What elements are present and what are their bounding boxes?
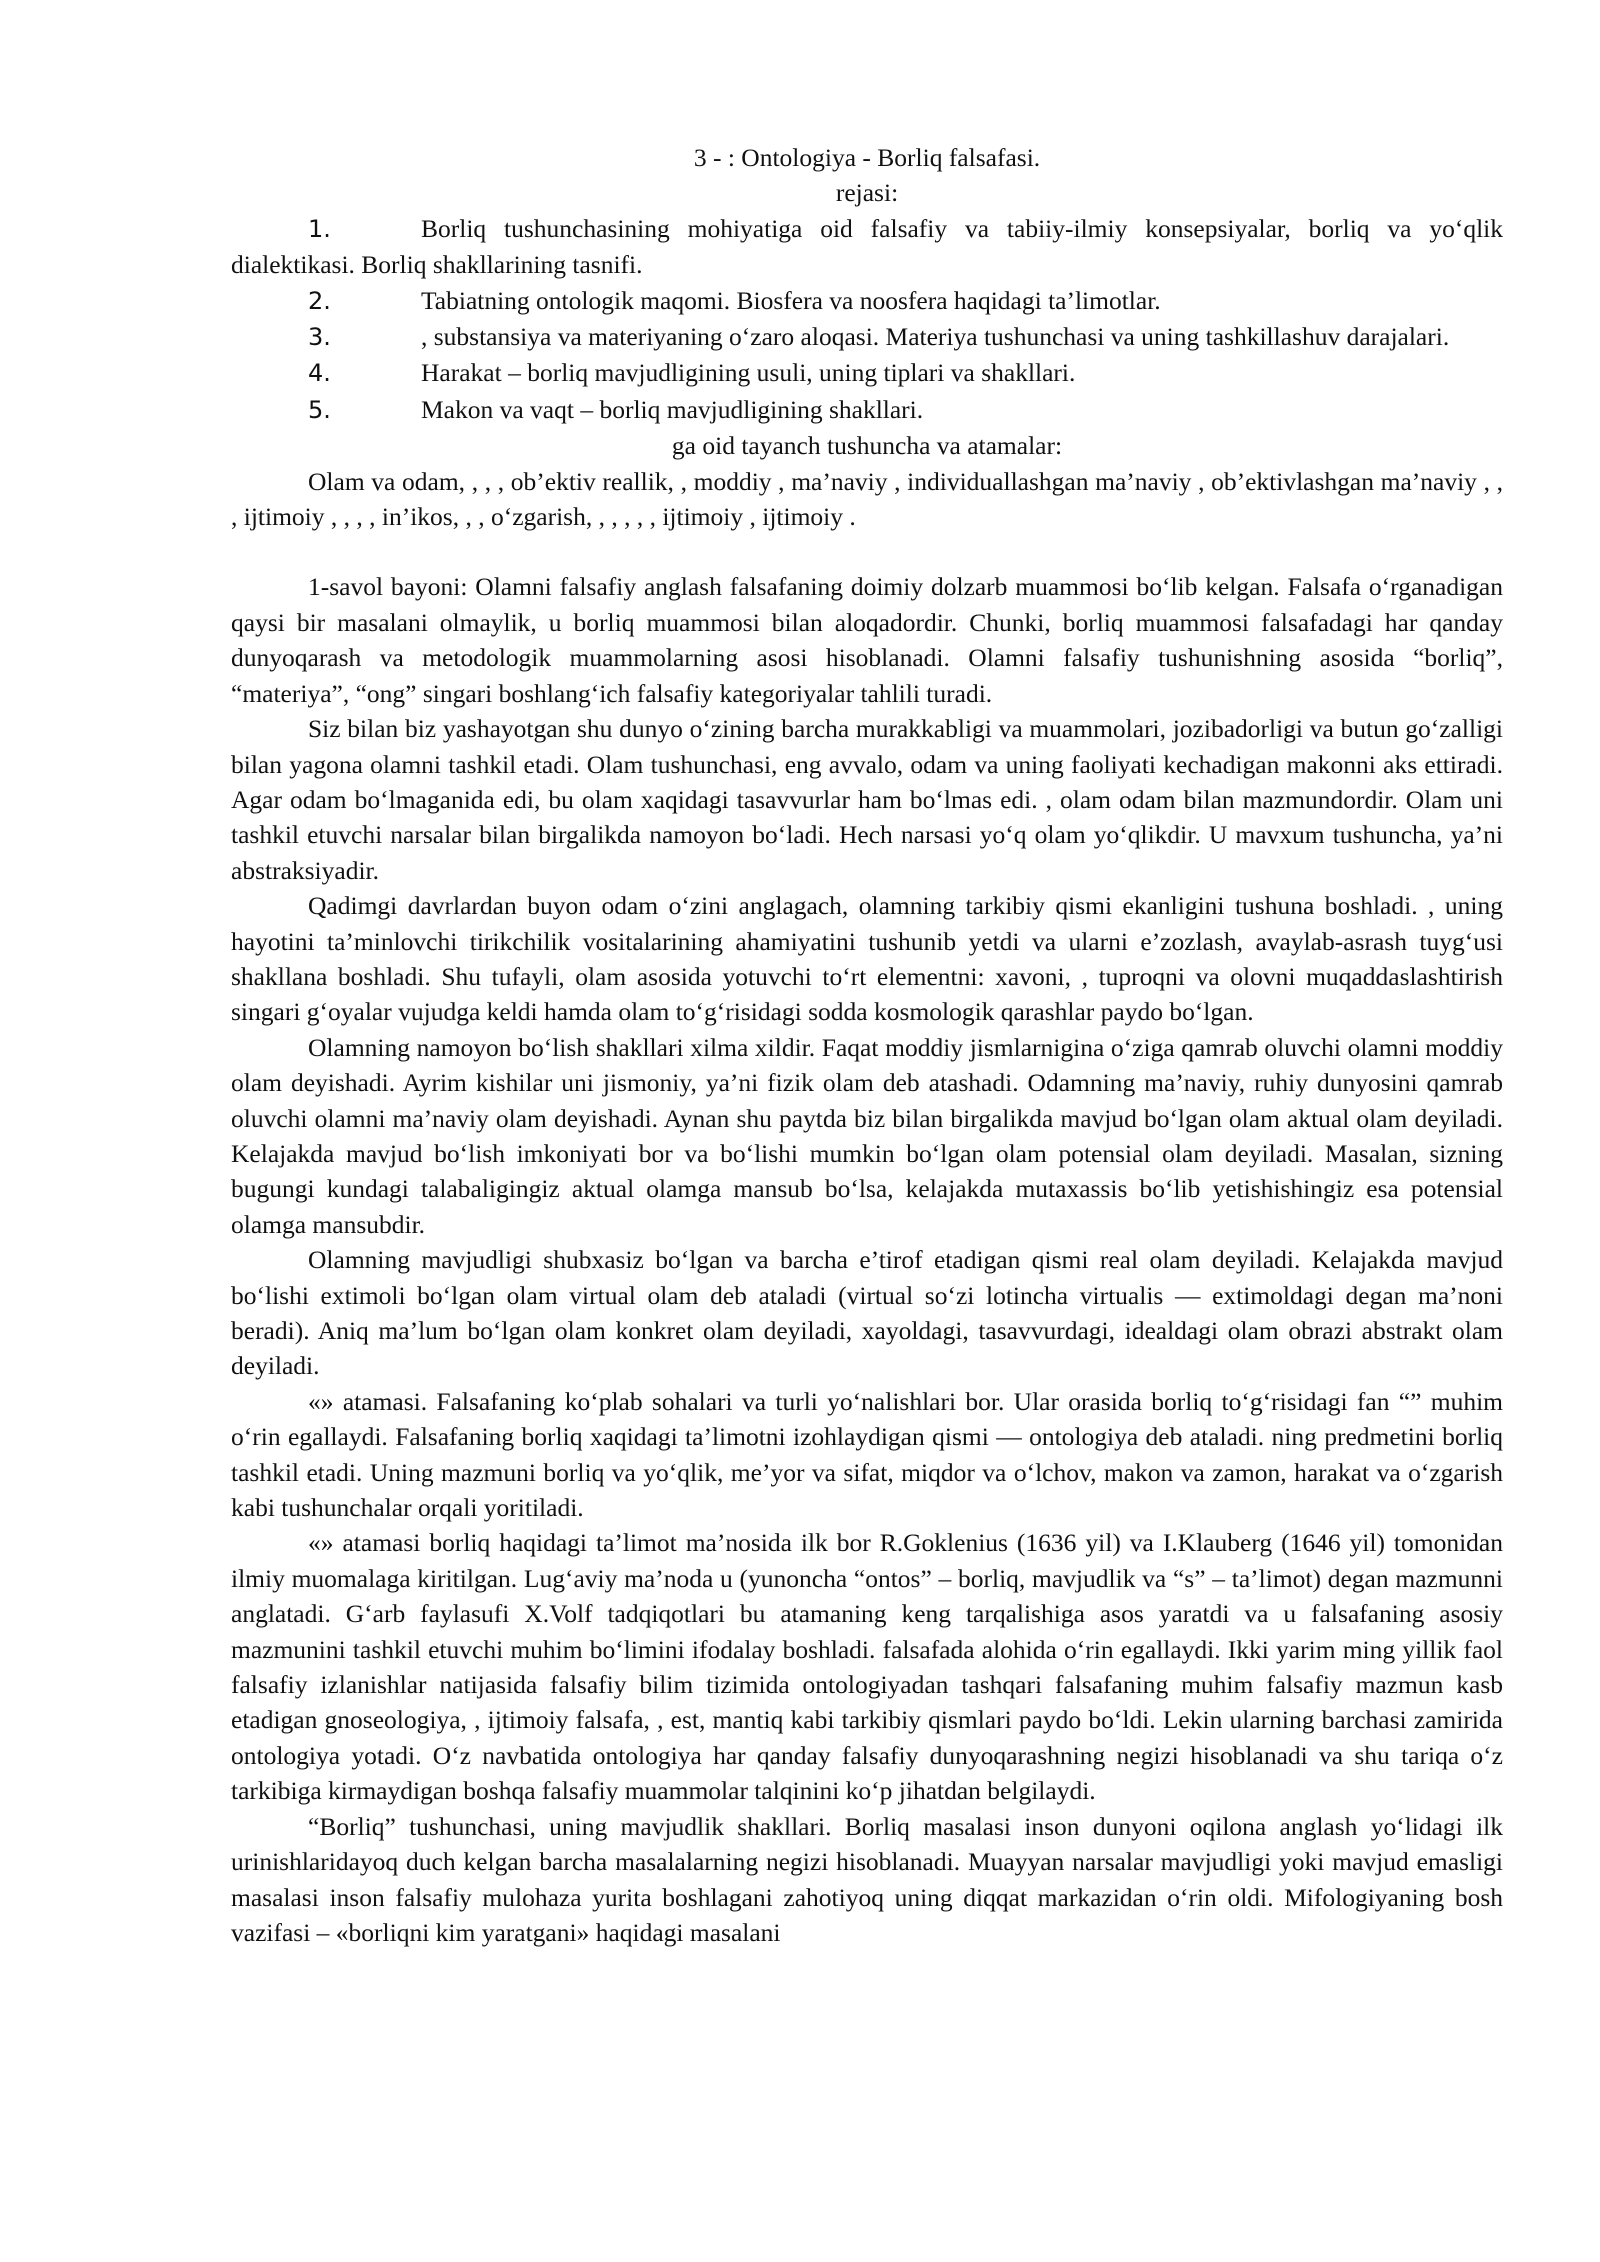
plan-item-text: Tabiatning ontologik maqomi. Biosfera va noosfera haqidagi ta’limotlar.: [421, 285, 1161, 315]
terms-heading: ga oid tayanch tushuncha va atamalar:: [671, 431, 1063, 461]
plan-item-text: Makon va vaqt – borliq mavjudligining shakllari.: [421, 394, 924, 424]
plan-item-text: Harakat – borliq mavjudligining usuli, uning tiplari va shakllari.: [421, 358, 1076, 388]
paragraph-7: «» atamasi borliq haqidagi ta’limot ma’nosida ilk bor R.Goklenius (1636 yil) va I.Klauberg (1646 yil) tomonidan ilmiy muomalaga kiritilgan. Lug‘aviy ma’noda u (yunoncha “ontos” – borliq, mavjudlik va “s” – ta’limot) degan mazmunni anglatadi. G‘arb faylasufi X.Volf tadqiqotlari bu atamaning keng tarqalishiga asos yaratdi va u falsafaning asosiy mazmunini tashkil etuvchi muhim bo‘limini ifodalay boshladi. falsafada alohida o‘rin egallaydi. Ikki yarim ming yillik faol falsafiy izlanishlar natijasida falsafiy bilim tizimida ontologiyadan tashqari falsafaning muhim falsafiy mazmun kasb etadigan gnoseologiya, , ijtimoiy falsafa, , est, mantiq kabi tarkibiy qismlari paydo bo‘ldi. Lekin ularning barchasi zamirida ontologiya yotadi. O‘z navbatida ontologiya har qanday falsafiy dunyoqarashning negizi hisoblanadi va shu tariqa o‘z tarkibiga kirmaydigan boshqa falsafiy muammolar talqinini ko‘p jihatdan belgilaydi.: [231, 1528, 1503, 1806]
plan-heading: rejasi:: [835, 178, 899, 208]
plan-item-4: [231, 355, 1503, 391]
plan-item-number: 3.: [308, 323, 331, 352]
paragraph-5: Olamning mavjudligi shubxasiz bo‘lgan va barcha e’tirof etadigan qismi real olam deyiladi. Kelajakda mavjud bo‘lishi extimoli bo‘lgan olam virtual olam deb ataladi (virtual so‘zi lotincha virtualis — extimoldagi degan ma’noni beradi). Aniq ma’lum bo‘lgan olam konkret olam deyiladi, xayoldagi, tasavvurdagi, idealdagi olam obrazi abstrakt olam deyiladi.: [231, 1245, 1503, 1381]
document-title: 3 - : Ontologiya - Borliq falsafasi.: [693, 143, 1041, 172]
plan-item-1: [231, 211, 1503, 283]
plan-item-2: [231, 283, 1503, 319]
plan-list: [231, 211, 1503, 428]
document-page: [231, 140, 1503, 1950]
plan-item-text: Borliq tushunchasining mohiyatiga oid falsafiy va tabiiy-ilmiy konsepsiyalar, borliq va yo‘qlik dialektikasi. Borliq shakllarining tasnifi.: [231, 213, 1503, 280]
paragraph-8: “Borliq” tushunchasi, uning mavjudlik shakllari. Borliq masalasi inson dunyoni oqilona anglash yo‘lidagi ilk urinishlaridayoq duch kelgan barcha masalalarning negizi hisoblanadi. Muayyan narsalar mavjudligi yoki mavjud emasligi masalasi inson falsafiy mulohaza yurita boshlagani zahotiyoq uning diqqat markazidan o‘rin oldi. Mifologiyaning bosh vazifasi – «borliqni kim yaratgani» haqidagi masalani: [231, 1811, 1503, 1947]
paragraph-6: «» atamasi. Falsafaning ko‘plab sohalari va turli yo‘nalishlari bor. Ular orasida borliq to‘g‘risidagi fan “” muhim o‘rin egallaydi. Falsafaning borliq xaqidagi ta’limotni izohlaydigan qismi — ontologiya deb ataladi. ning predmetini borliq tashkil etadi. Uning mazmuni borliq va yo‘qlik, me’yor va sifat, miqdor va o‘lchov, makon va zamon, harakat va o‘zgarish kabi tushunchalar orqali yoritiladi.: [231, 1386, 1503, 1523]
plan-item-5: [231, 392, 1503, 428]
plan-item-number: 4.: [308, 359, 331, 388]
paragraph-2: Siz bilan biz yashayotgan shu dunyo o‘zining barcha murakkabligi va muammolari, jozibadorligi va butun go‘zalligi bilan yagona olamni tashkil etadi. Olam tushunchasi, eng avvalo, odam va uning faoliyati kechadigan makonni aks ettiradi. Agar odam bo‘lmaganida edi, bu olam xaqidagi tasavvurlar ham bo‘lmas edi. , olam odam bilan mazmundordir. Olam uni tashkil etuvchi narsalar bilan birgalikda namoyon bo‘ladi. Hech narsasi yo‘q olam yo‘qlikdir. U mavxum tushuncha, ya’ni abstraksiyadir.: [231, 714, 1503, 885]
plan-item-number: 1.: [308, 214, 331, 243]
plan-item-number: 2.: [308, 286, 331, 315]
plan-item-number: 5.: [308, 395, 331, 424]
terms-text: Olam va odam, , , , ob’ektiv reallik, , moddiy , ma’naviy , individuallashgan ma’naviy , ob’ektivlashgan ma’naviy , , , ijtimoiy , , , , in’ikos, , , o‘zgarish, , , , , , ijtimoiy , ijtimoiy .: [231, 466, 1503, 532]
plan-item-text: , substansiya va materiyaning o‘zaro aloqasi. Materiya tushunchasi va uning tashkillashuv darajalari.: [421, 322, 1450, 352]
paragraph-3: Qadimgi davrlardan buyon odam o‘zini anglagach, olamning tarkibiy qismi ekanligini tushuna boshladi. , uning hayotini ta’minlovchi tirikchilik vositalarining ahamiyatini tushunib yetdi va ularni e’zozlash, avaylab-asrash tuyg‘usi shakllana boshladi. Shu tufayli, olam asosida yotuvchi to‘rt elementni: xavoni, , tuproqni va olovni muqaddaslashtirish singari g‘oyalar vujudga keldi hamda olam to‘g‘risidagi sodda kosmologik qarashlar paydo bo‘lgan.: [231, 891, 1503, 1027]
blank-line: [231, 534, 1503, 569]
plan-item-3: [231, 319, 1503, 355]
paragraph-1: 1-savol bayoni: Olamni falsafiy anglash falsafaning doimiy dolzarb muammosi bo‘lib kelgan. Falsafa o‘rganadigan qaysi bir masalani olmaylik, u borliq muammosi bilan aloqadordir. Chunki, borliq muammosi falsafadagi har qanday dunyoqarash va metodologik muammolarning asosi hisoblanadi. Olamni falsafiy tushunishning asosida “borliq”, “materiya”, “ong” singari boshlang‘ich falsafiy kategoriyalar tahlili turadi.: [231, 572, 1503, 708]
paragraph-4: Olamning namoyon bo‘lish shakllari xilma xildir. Faqat moddiy jismlarnigina o‘ziga qamrab oluvchi olamni moddiy olam deyishadi. Ayrim kishilar uni jismoniy, ya’ni fizik olam deb atashadi. Odamning ma’naviy, ruhiy dunyosini qamrab oluvchi olamni ma’naviy olam deyishadi. Aynan shu paytda biz bilan birgalikda mavjud bo‘lgan olam aktual olam deyiladi. Kelajakda mavjud bo‘lish imkoniyati bor va bo‘lishi mumkin bo‘lgan olam potensial olam deyiladi. Masalan, sizning bugungi kundagi talabaligingiz aktual olamga mansub bo‘lsa, kelajakda mutaxassis bo‘lib yetishishingiz esa potensial olamga mansubdir.: [231, 1032, 1503, 1239]
